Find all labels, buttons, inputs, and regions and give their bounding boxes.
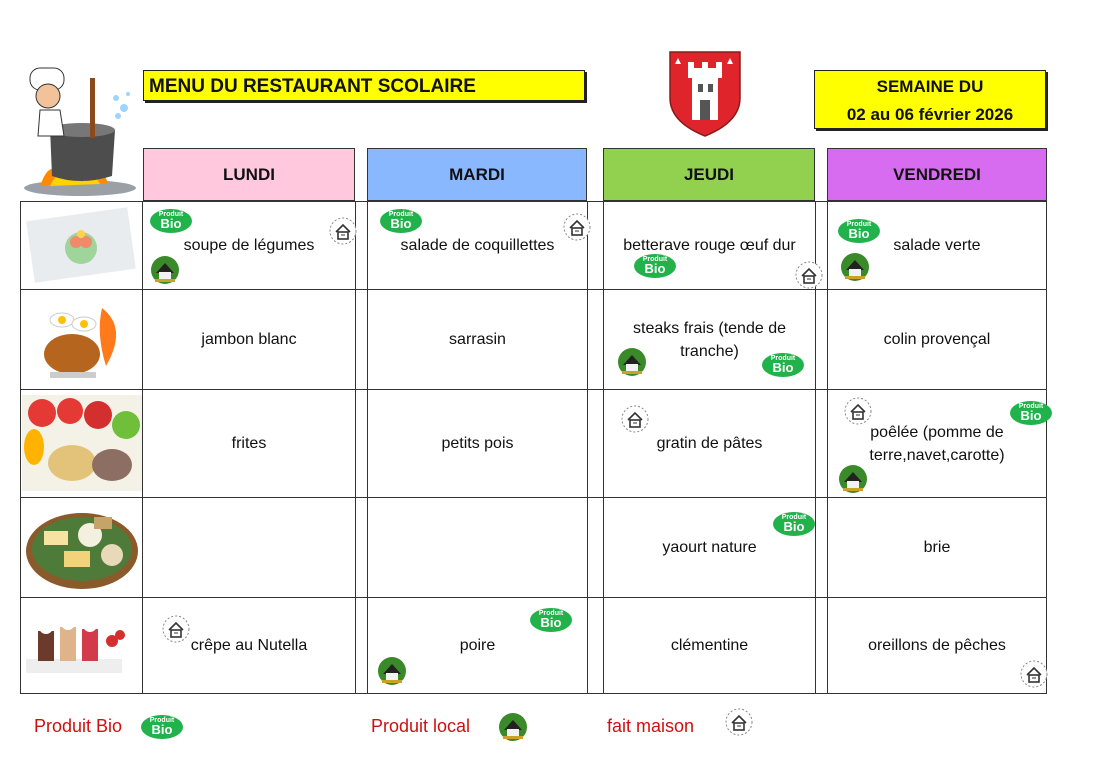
grid-line <box>587 201 588 694</box>
menu-item-lundi-dessert: crêpe au Nutella <box>190 637 308 654</box>
bio-badge-text: Bio <box>1020 408 1042 423</box>
legend-homemade-label: fait maison <box>607 716 695 736</box>
bio-badge-text: Bio <box>644 261 666 276</box>
bio-badge-icon <box>141 715 183 739</box>
legend-bio-label: Produit Bio <box>34 716 123 736</box>
menu-item-mardi-plat: sarrasin <box>449 331 506 348</box>
menu-item-jeudi-legume: gratin de pâtes <box>656 435 763 452</box>
homemade-icon <box>620 404 650 434</box>
local-product-icon <box>498 712 528 742</box>
bio-badge-small-text: Produit <box>770 355 796 362</box>
menu-item-jeudi-entree: betterave rouge œuf dur <box>623 237 796 254</box>
local-product-icon <box>377 656 407 686</box>
menu-item-mardi-dessert: poire <box>459 637 496 654</box>
homemade-icon <box>794 260 824 290</box>
bio-badge-icon <box>762 353 804 377</box>
starter-dish-image <box>24 206 138 284</box>
bio-badge-icon <box>150 209 192 233</box>
local-product-icon <box>617 347 647 377</box>
bio-badge-text: Bio <box>772 360 794 375</box>
week-dates: 02 au 06 février 2026 <box>846 105 1014 124</box>
main-dish-image <box>36 294 132 382</box>
bio-badge-small-text: Produit <box>846 221 872 228</box>
bio-badge-small-text: Produit <box>388 211 414 218</box>
chef-cooking-illustration <box>20 58 138 198</box>
bio-badge-small-text: Produit <box>781 514 807 521</box>
bio-badge-text: Bio <box>151 722 173 737</box>
menu-item-lundi-laitage <box>143 498 355 597</box>
bio-badge-small-text: Produit <box>1018 403 1044 410</box>
menu-item-lundi-entree: soupe de légumes <box>183 237 315 254</box>
menu-item-lundi-legume: frites <box>231 435 267 452</box>
legend-local-label: Produit local <box>371 716 471 736</box>
day-header-lundi: LUNDI <box>143 148 355 201</box>
day-header-jeudi: JEUDI <box>603 148 815 201</box>
day-header-vendredi: VENDREDI <box>827 148 1047 201</box>
bio-badge-text: Bio <box>783 519 805 534</box>
bio-badge-icon <box>380 209 422 233</box>
homemade-icon <box>1019 659 1049 689</box>
local-product-icon <box>840 252 870 282</box>
menu-item-vendredi-plat: colin provençal <box>883 331 991 348</box>
homemade-icon <box>328 216 358 246</box>
bio-badge-icon <box>530 608 572 632</box>
town-coat-of-arms <box>668 48 742 138</box>
homemade-icon <box>161 614 191 644</box>
vegetables-image <box>22 395 142 491</box>
bio-badge-icon <box>838 219 880 243</box>
menu-item-mardi-entree: salade de coquillettes <box>400 237 555 254</box>
homemade-icon <box>562 212 592 242</box>
homemade-icon <box>724 707 754 737</box>
day-header-mardi: MARDI <box>367 148 587 201</box>
grid-line <box>20 693 1047 694</box>
bio-badge-text: Bio <box>390 216 412 231</box>
dessert-image <box>22 601 140 689</box>
homemade-icon <box>843 396 873 426</box>
menu-item-jeudi-plat: steaks frais (tende de tranche) <box>633 319 786 360</box>
menu-item-jeudi-dessert: clémentine <box>670 637 749 654</box>
menu-item-vendredi-dessert: oreillons de pêches <box>868 637 1006 654</box>
bio-badge-icon <box>1010 401 1052 425</box>
week-box <box>814 70 1046 129</box>
menu-item-lundi-plat: jambon blanc <box>201 331 297 348</box>
bio-badge-icon <box>773 512 815 536</box>
local-product-icon <box>838 464 868 494</box>
menu-item-mardi-laitage <box>368 498 587 597</box>
menu-item-vendredi-entree: salade verte <box>893 237 981 254</box>
menu-item-vendredi-laitage: brie <box>923 539 951 556</box>
menu-item-vendredi-legume: poêlée (pomme de terre,navet,carotte) <box>869 423 1005 464</box>
bio-badge-small-text: Produit <box>642 256 668 263</box>
menu-title: MENU DU RESTAURANT SCOLAIRE <box>143 70 585 101</box>
bio-badge-small-text: Produit <box>158 211 184 218</box>
local-product-icon <box>150 255 180 285</box>
cheese-plate-image <box>24 501 140 593</box>
bio-badge-text: Bio <box>848 226 870 241</box>
grid-line <box>1046 201 1047 694</box>
bio-badge-icon <box>634 254 676 278</box>
menu-item-mardi-legume: petits pois <box>441 435 514 452</box>
grid-line <box>355 201 356 694</box>
menu-item-jeudi-laitage: yaourt nature <box>662 539 757 556</box>
bio-badge-small-text: Produit <box>538 610 564 617</box>
week-label: SEMAINE DU <box>876 77 984 96</box>
grid-line <box>20 201 21 694</box>
bio-badge-small-text: Produit <box>149 717 175 724</box>
bio-badge-text: Bio <box>160 216 182 231</box>
bio-badge-text: Bio <box>540 615 562 630</box>
